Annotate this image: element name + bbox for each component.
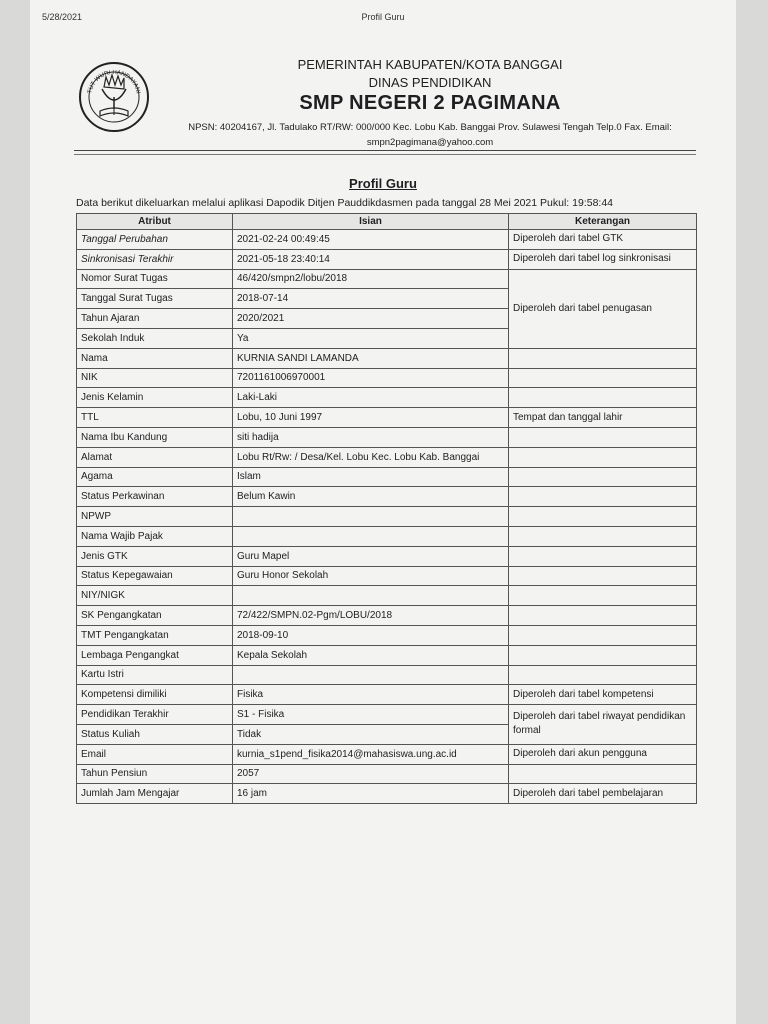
note-cell xyxy=(509,526,697,546)
note-cell xyxy=(509,546,697,566)
note-cell xyxy=(509,487,697,507)
table-row xyxy=(77,348,697,368)
attribute-cell: Kartu Istri xyxy=(77,665,233,685)
value-cell: KURNIA SANDI LAMANDA xyxy=(233,348,509,368)
attribute-cell: Jenis Kelamin xyxy=(77,388,233,408)
attribute-cell: SK Pengangkatan xyxy=(77,606,233,626)
table-row xyxy=(77,427,697,447)
value-cell: Lobu Rt/Rw: / Desa/Kel. Lobu Kec. Lobu Kab. Banggai xyxy=(233,447,509,467)
value-cell: 72/422/SMPN.02-Pgm/LOBU/2018 xyxy=(233,606,509,626)
document-page xyxy=(30,0,736,1024)
table-row xyxy=(77,665,697,685)
attribute-cell: Jumlah Jam Mengajar xyxy=(77,784,233,804)
value-cell: Tidak xyxy=(233,724,509,744)
note-cell: Diperoleh dari tabel GTK xyxy=(509,230,697,250)
school-name: SMP NEGERI 2 PAGIMANA xyxy=(299,92,561,114)
value-cell: 7201161006970001 xyxy=(233,368,509,388)
value-cell xyxy=(233,507,509,527)
header-isian: Isian xyxy=(233,214,509,230)
value-cell: Ya xyxy=(233,328,509,348)
note-cell: Diperoleh dari akun pengguna xyxy=(509,744,697,764)
table-row xyxy=(77,269,697,289)
table-row xyxy=(77,784,697,804)
attribute-cell: Pendidikan Terakhir xyxy=(77,705,233,725)
profile-table xyxy=(76,213,697,804)
address-line: NPSN: 40204167, Jl. Tadulako RT/RW: 000/000 Kec. Lobu Kab. Banggai Prov. Sulawesi Tengah Telp.0 Fax. Email: xyxy=(188,122,672,133)
table-row xyxy=(77,705,697,725)
value-cell: Islam xyxy=(233,467,509,487)
print-date: 5/28/2021 xyxy=(42,12,83,22)
value-cell: Belum Kawin xyxy=(233,487,509,507)
letterhead-rule xyxy=(74,150,696,151)
attribute-cell: Sinkronisasi Terakhir xyxy=(77,249,233,269)
note-cell: Diperoleh dari tabel penugasan xyxy=(509,269,697,348)
note-cell: Diperoleh dari tabel kompetensi xyxy=(509,685,697,705)
note-cell xyxy=(509,427,697,447)
table-row xyxy=(77,447,697,467)
value-cell xyxy=(233,665,509,685)
attribute-cell: Nama Ibu Kandung xyxy=(77,427,233,447)
table-row xyxy=(77,467,697,487)
attribute-cell: Nama xyxy=(77,348,233,368)
table-row xyxy=(77,507,697,527)
value-cell: Fisika xyxy=(233,685,509,705)
value-cell: kurnia_s1pend_fisika2014@mahasiswa.ung.ac.id xyxy=(233,744,509,764)
table-row xyxy=(77,408,697,428)
value-cell: 16 jam xyxy=(233,784,509,804)
note-cell xyxy=(509,566,697,586)
value-cell: Kepala Sekolah xyxy=(233,645,509,665)
table-row xyxy=(77,368,697,388)
table-row xyxy=(77,625,697,645)
value-cell: Lobu, 10 Juni 1997 xyxy=(233,408,509,428)
attribute-cell: NPWP xyxy=(77,507,233,527)
note-cell xyxy=(509,388,697,408)
letterhead-rule-thin xyxy=(74,154,696,155)
table-row xyxy=(77,606,697,626)
note-cell xyxy=(509,586,697,606)
attribute-cell: Status Perkawinan xyxy=(77,487,233,507)
attribute-cell: Alamat xyxy=(77,447,233,467)
attribute-cell: Tahun Ajaran xyxy=(77,309,233,329)
table-row xyxy=(77,744,697,764)
table-row xyxy=(77,526,697,546)
table-row xyxy=(77,230,697,250)
attribute-cell: Sekolah Induk xyxy=(77,328,233,348)
value-cell: siti hadija xyxy=(233,427,509,447)
document-intro: Data berikut dikeluarkan melalui aplikasi Dapodik Ditjen Pauddikdasmen pada tanggal 28 Mei 2021 Pukul: 19:58:44 xyxy=(76,197,614,209)
table-row xyxy=(77,764,697,784)
note-cell: Diperoleh dari tabel pembelajaran xyxy=(509,784,697,804)
table-row xyxy=(77,546,697,566)
value-cell: 2057 xyxy=(233,764,509,784)
note-cell xyxy=(509,645,697,665)
attribute-cell: Agama xyxy=(77,467,233,487)
attribute-cell: TTL xyxy=(77,408,233,428)
header-keterangan: Keterangan xyxy=(509,214,697,230)
value-cell: Guru Mapel xyxy=(233,546,509,566)
value-cell: S1 - Fisika xyxy=(233,705,509,725)
table-header-row xyxy=(77,214,697,230)
note-cell xyxy=(509,764,697,784)
note-cell xyxy=(509,348,697,368)
value-cell: 2021-02-24 00:49:45 xyxy=(233,230,509,250)
value-cell xyxy=(233,586,509,606)
document-title: Profil Guru xyxy=(349,176,417,191)
table-row xyxy=(77,566,697,586)
table-row xyxy=(77,685,697,705)
value-cell: 2018-09-10 xyxy=(233,625,509,645)
table-row xyxy=(77,388,697,408)
note-cell: Tempat dan tanggal lahir xyxy=(509,408,697,428)
header-atribut: Atribut xyxy=(77,214,233,230)
note-cell xyxy=(509,467,697,487)
attribute-cell: Tanggal Surat Tugas xyxy=(77,289,233,309)
note-cell xyxy=(509,665,697,685)
value-cell: 46/420/smpn2/lobu/2018 xyxy=(233,269,509,289)
tut-wuri-handayani-logo-icon xyxy=(78,61,150,133)
school-address xyxy=(160,120,700,150)
attribute-cell: Kompetensi dimiliki xyxy=(77,685,233,705)
government-name: PEMERINTAH KABUPATEN/KOTA BANGGAI xyxy=(297,57,563,72)
value-cell xyxy=(233,526,509,546)
table-row xyxy=(77,487,697,507)
school-email: smpn2pagimana@yahoo.com xyxy=(366,137,494,148)
table-row xyxy=(77,249,697,269)
attribute-cell: Status Kuliah xyxy=(77,724,233,744)
attribute-cell: NIK xyxy=(77,368,233,388)
value-cell: Guru Honor Sekolah xyxy=(233,566,509,586)
attribute-cell: Jenis GTK xyxy=(77,546,233,566)
attribute-cell: Nama Wajib Pajak xyxy=(77,526,233,546)
attribute-cell: Status Kepegawaian xyxy=(77,566,233,586)
attribute-cell: Nomor Surat Tugas xyxy=(77,269,233,289)
value-cell: 2018-07-14 xyxy=(233,289,509,309)
attribute-cell: Lembaga Pengangkat xyxy=(77,645,233,665)
note-cell xyxy=(509,447,697,467)
value-cell: 2021-05-18 23:40:14 xyxy=(233,249,509,269)
agency-name: DINAS PENDIDIKAN xyxy=(368,75,492,90)
print-title: Profil Guru xyxy=(361,12,405,22)
attribute-cell: TMT Pengangkatan xyxy=(77,625,233,645)
note-cell xyxy=(509,606,697,626)
note-cell: Diperoleh dari tabel riwayat pendidikan formal xyxy=(509,705,697,745)
attribute-cell: Tahun Pensiun xyxy=(77,764,233,784)
note-cell xyxy=(509,368,697,388)
table-row xyxy=(77,586,697,606)
svg-text:TUT WURI HANDAYANI: TUT WURI HANDAYANI xyxy=(87,69,141,95)
value-cell: 2020/2021 xyxy=(233,309,509,329)
attribute-cell: Email xyxy=(77,744,233,764)
note-cell xyxy=(509,625,697,645)
attribute-cell: Tanggal Perubahan xyxy=(77,230,233,250)
note-cell xyxy=(509,507,697,527)
table-row xyxy=(77,645,697,665)
note-cell: Diperoleh dari tabel log sinkronisasi xyxy=(509,249,697,269)
value-cell: Laki-Laki xyxy=(233,388,509,408)
attribute-cell: NIY/NIGK xyxy=(77,586,233,606)
